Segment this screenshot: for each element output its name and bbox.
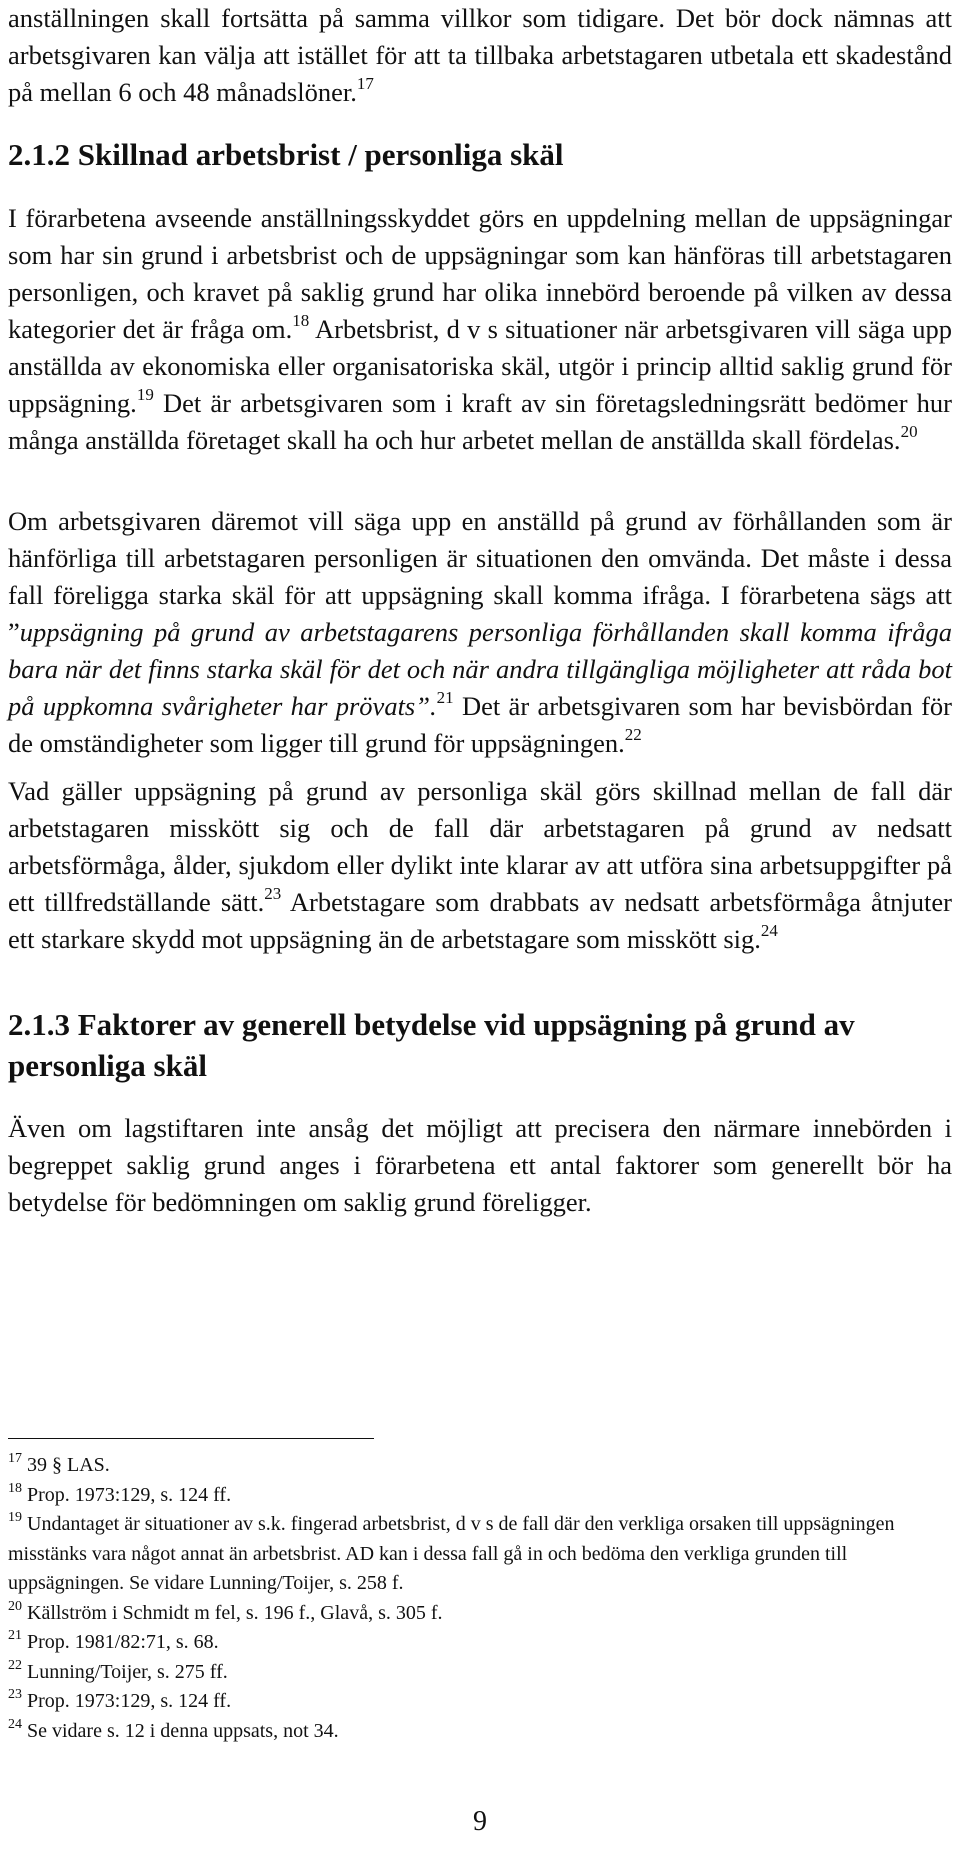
- footnote-text: Prop. 1981/82:71, s. 68.: [22, 1631, 219, 1653]
- footnote-separator: [8, 1438, 374, 1439]
- footnote-23: [8, 1687, 952, 1717]
- footnote-24: [8, 1717, 952, 1747]
- footnote-list: [8, 1451, 952, 1746]
- paragraph-text: Det är arbetsgivaren som har bevisbördan för de omständigheter som ligger till grund för uppsägningen.: [8, 691, 952, 758]
- footnote-number: 21: [8, 1628, 22, 1643]
- footnote-number: 23: [8, 1687, 22, 1702]
- footnote-number: 24: [8, 1716, 22, 1732]
- paragraph-text: I förarbetena avseende anställningsskyddet görs en uppdelning mellan de uppsägningar som har sin grund i arbetsbrist och de uppsägningar som kan hänföras till arbetstagaren personligen, och kravet på saklig grund har olika innebörd beroende på vilken av dessa kategorier det är fråga om.: [8, 203, 952, 344]
- paragraph-text: Arbetstagare som drabbats av nedsatt arbetsförmåga åtnjuter ett starkare skydd mot uppsägning än de arbetstagare som misskött sig.: [8, 887, 952, 954]
- footnote-ref: 18: [292, 311, 310, 330]
- paragraph-faktorer: Även om lagstiftaren inte ansåg det möjligt att precisera den närmare innebörden i begreppet saklig grund anges i förarbetena ett antal faktorer som generellt bör ha betydelse för bedömningen om saklig grund föreligger.: [8, 1113, 952, 1217]
- paragraph-intro: [8, 0, 952, 111]
- paragraph-personliga-skal: [8, 503, 952, 762]
- paragraph-text: Arbetsbrist, d v s situationer när arbetsgivaren vill säga upp anställda av ekonomiska eller organisatoriska skäl, utgör i princip alltid saklig grund för uppsägning.: [8, 314, 952, 418]
- footnote-number: 17: [8, 1451, 22, 1466]
- footnote-text: Lunning/Toijer, s. 275 ff.: [22, 1660, 228, 1683]
- paragraph-text: Om arbetsgivaren däremot vill säga upp en anställd på grund av förhållanden som är hänförliga till arbetstagaren personligen är situationen den omvända. Det måste i dessa fall föreligga starka skäl för att uppsägning skall komma ifråga. I förarbetena sägs att ”: [8, 506, 952, 647]
- footnote-22: [8, 1658, 952, 1688]
- footnote-number: 19: [8, 1510, 22, 1525]
- footnote-19: [8, 1510, 952, 1599]
- footnote-ref: 21: [436, 688, 454, 707]
- page-number: 9: [473, 1806, 487, 1837]
- footnote-ref: 20: [900, 422, 918, 441]
- quotation: uppsägning på grund av arbetstagarens personliga förhållanden skall komma ifråga bara när det finns starka skäl för det och när andra tillgängliga möjligheter att råda bot på uppkomna svårigheter har prövats: [8, 617, 952, 721]
- paragraph-text: Vad gäller uppsägning på grund av personliga skäl görs skillnad mellan de fall där arbetstagaren misskött sig och de fall där arbetstagaren på grund av nedsatt arbetsförmåga, ålder, sjukdom eller dylikt inte klarar av att utföra sina arbetsuppgifter på ett tillfredställande sätt.: [8, 776, 952, 917]
- footnote-text: Källström i Schmidt m fel, s. 196 f., Glavå, s. 305 f.: [22, 1601, 443, 1624]
- footnote-ref: 19: [136, 385, 154, 404]
- footnote-text: Se vidare s. 12 i denna uppsats, not 34.: [22, 1719, 339, 1742]
- quotation-close: ”.: [415, 691, 437, 721]
- footnote-17: [8, 1451, 952, 1481]
- footnote-ref: 22: [624, 725, 642, 744]
- section-heading-2-1-2: 2.1.2 Skillnad arbetsbrist / personliga skäl: [8, 137, 564, 172]
- paragraph-text: Det är arbetsgivaren som i kraft av sin företagsledningsrätt bedömer hur många anställda företaget skall ha och hur arbetet mellan de anställda skall fördelas.: [8, 388, 952, 455]
- footnote-ref: 17: [356, 74, 374, 93]
- footnote-21: [8, 1628, 952, 1658]
- footnote-number: 20: [8, 1598, 22, 1614]
- paragraph-misskott: [8, 773, 952, 958]
- paragraph-arbetsbrist: [8, 200, 952, 459]
- footnote-20: [8, 1599, 952, 1629]
- footnote-text: Prop. 1973:129, s. 124 ff.: [22, 1690, 232, 1712]
- paragraph-text: anställningen skall fortsätta på samma villkor som tidigare. Det bör dock nämnas att arbetsgivaren kan välja att istället för att ta tillbaka arbetstagaren utbetala ett skadestånd på mellan 6 och 48 månadslöner.: [8, 3, 952, 107]
- footnote-text: Prop. 1973:129, s. 124 ff.: [22, 1483, 232, 1506]
- footnote-text: 39 § LAS.: [22, 1454, 110, 1476]
- footnote-number: 22: [8, 1657, 22, 1673]
- footnote-ref: 23: [264, 884, 282, 903]
- footnote-ref: 24: [760, 921, 778, 940]
- footnote-text: Undantaget är situationer av s.k. fingerad arbetsbrist, d v s de fall där den verkliga orsaken till uppsägningen misstänks vara något annat än arbetsbrist. AD kan i dessa fall gå in och bedöma den verkliga grunden till uppsägningen. Se vidare Lunning/Toijer, s. 258 f.: [8, 1513, 895, 1594]
- section-heading-2-1-3: 2.1.3 Faktorer av generell betydelse vid uppsägning på grund av personliga skäl: [8, 1007, 855, 1083]
- footnote-18: [8, 1481, 952, 1511]
- footnote-number: 18: [8, 1480, 22, 1496]
